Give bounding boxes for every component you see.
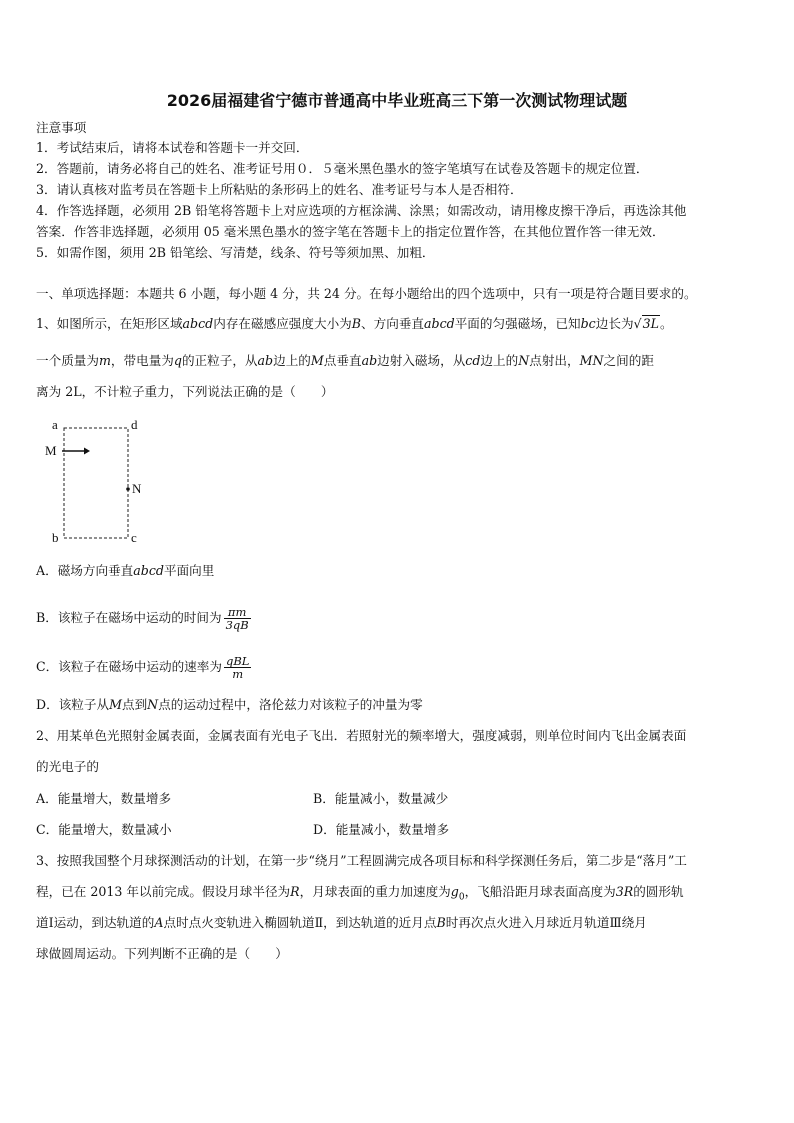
fraction: $\frac{\pi m}{3qB}$: [225, 605, 249, 632]
notice-item: 4．作答选择题，必须用 2B 铅笔将答题卡上对应选项的方框涂满、涂黑；如需改动，请用橡皮擦干净后，再选涂其他: [36, 203, 687, 218]
q2-option-c: C．能量增大，数量减小: [36, 822, 172, 837]
magnetic-field-region: [64, 428, 128, 538]
notice-item: 1．考试结束后，请将本试卷和答题卡一并交回．: [36, 140, 309, 155]
label-b: b: [52, 530, 59, 545]
label-N: N: [132, 481, 142, 496]
q1-figure: [36, 418, 156, 548]
point-N: [126, 487, 130, 491]
q1-option-a: A．磁场方向垂直abcd平面向里: [36, 563, 215, 578]
label-c: c: [131, 530, 137, 545]
q1-line3: 离为 2L，不计粒子重力，下列说法正确的是（ ）: [36, 384, 334, 399]
notice-item: 5．如需作图，须用 2B 铅笔绘、写清楚，线条、符号等须加黑、加粗．: [36, 245, 435, 260]
q2-line2: 的光电子的: [36, 759, 99, 774]
q1-line2: 一个质量为m，带电量为q的正粒子，从ab边上的M点垂直ab边射入磁场，从cd边上的N点射出，MN之间的距: [36, 353, 654, 368]
q3-line4: 球做圆周运动。下列判断不正确的是（ ）: [36, 946, 288, 961]
label-M: M: [45, 443, 57, 458]
q2-option-a: A．能量增大，数量增多: [36, 791, 172, 806]
q3-line1: 3、按照我国整个月球探测活动的计划，在第一步“绕月”工程圆满完成各项目标和科学探测任务后，第二步是“落月”工: [36, 853, 687, 868]
label-a: a: [52, 418, 58, 432]
notice-item: 3．请认真核对监考员在答题卡上所粘贴的条形码上的姓名、准考证号与本人是否相符．: [36, 182, 523, 197]
q3-line2: 程，已在 2013 年以前完成。假设月球半径为R，月球表面的重力加速度为$g_0$，飞船沿距月球表面高度为3R的圆形轨: [36, 884, 684, 903]
notice-item: 答案．作答非选择题，必须用 05 毫米黑色墨水的签字笔在答题卡上的指定位置作答，在其他位置作答一律无效．: [36, 224, 665, 239]
notice-heading: 注意事项: [36, 120, 87, 135]
q1-option-d: D．该粒子从M点到N点的运动过程中，洛伦兹力对该粒子的冲量为零: [36, 697, 423, 712]
q1-line1: 1、如图所示，在矩形区域abcd内存在磁感应强度大小为B、方向垂直abcd平面的匀强磁场，已知bc边长为√3L。: [36, 316, 673, 331]
q1-option-b: B．该粒子在磁场中运动的时间为 $\frac{\pi m}{3qB}$: [36, 605, 249, 632]
q2-option-d: D．能量减小，数量增多: [313, 822, 450, 837]
q2-option-b: B．能量减小，数量减少: [313, 791, 449, 806]
notice-item: 2．答题前，请务必将自己的姓名、准考证号用０．５毫米黑色墨水的签字笔填写在试卷及答题卡的规定位置．: [36, 161, 649, 176]
arrow-head-icon: [84, 448, 90, 455]
fraction: $\frac{\text{qBL}}{m}$: [225, 654, 250, 681]
q3-line3: 道Ⅰ运动，到达轨道的A点时点火变轨进入椭圆轨道Ⅱ，到达轨道的近月点B时再次点火进入月球近月轨道Ⅲ绕月: [36, 915, 647, 930]
sqrt-3L: √3L: [633, 316, 659, 331]
q1-option-c: C．该粒子在磁场中运动的速率为 $\frac{\text{qBL}}{m}$: [36, 654, 250, 681]
label-d: d: [131, 418, 138, 432]
q2-line1: 2、用某单色光照射金属表面，金属表面有光电子飞出．若照射光的频率增大，强度减弱，则单位时间内飞出金属表面: [36, 728, 687, 743]
section-heading: 一、单项选择题：本题共 6 小题，每小题 4 分，共 24 分。在每小题给出的四个选项中，只有一项是符合题目要求的。: [36, 286, 697, 301]
page-title: 2026届福建省宁德市普通高中毕业班高三下第一次测试物理试题: [166, 91, 628, 110]
